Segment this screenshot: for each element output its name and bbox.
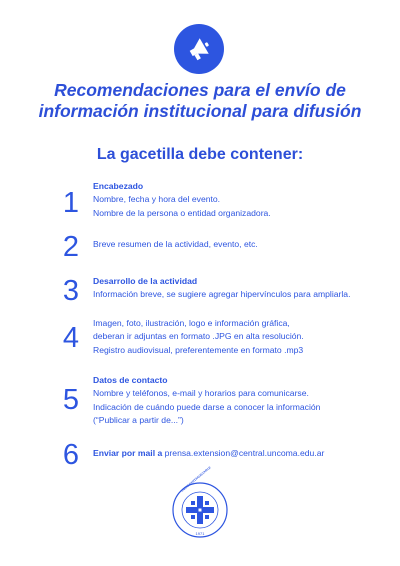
seal-year: 1971 bbox=[195, 531, 205, 536]
item-content bbox=[93, 447, 393, 460]
item-number: 5 bbox=[62, 384, 80, 416]
item-heading: Desarrollo de la actividad bbox=[93, 276, 198, 286]
item-number: 2 bbox=[62, 231, 80, 263]
seal-text: UNIVERSIDAD NACIONAL DEL COMAHUE bbox=[180, 465, 212, 493]
item-number: 1 bbox=[62, 187, 80, 219]
page-title bbox=[0, 80, 400, 122]
item-heading: Encabezado bbox=[93, 181, 144, 191]
item-heading: Datos de contacto bbox=[93, 375, 168, 385]
item-number: 3 bbox=[62, 275, 80, 307]
item-line: Breve resumen de la actividad, evento, etc. bbox=[93, 239, 258, 249]
item-line: Información breve, se sugiere agregar hipervínculos para ampliarla. bbox=[93, 289, 351, 300]
university-seal bbox=[172, 465, 228, 538]
item-line: Nombre, fecha y hora del evento. bbox=[93, 194, 221, 205]
page-subtitle: La gacetilla debe contener: bbox=[96, 146, 304, 163]
megaphone-icon bbox=[184, 34, 214, 64]
item-number: 6 bbox=[62, 439, 80, 471]
item-content bbox=[93, 275, 393, 302]
item-line: Nombre y teléfonos, e-mail y horarios para comunicarse. bbox=[93, 388, 309, 399]
item-content bbox=[93, 374, 393, 427]
title-line-1: Recomendaciones para el envío de bbox=[54, 80, 346, 100]
item-heading: Enviar por mail a bbox=[93, 448, 163, 458]
item-line: Nombre de la persona o entidad organizadora. bbox=[93, 207, 271, 218]
item-line: Imagen, foto, ilustración, logo e información gráfica, bbox=[93, 318, 290, 328]
item-line: (“Publicar a partir de...”) bbox=[93, 414, 184, 425]
item-number: 4 bbox=[62, 322, 80, 354]
megaphone-badge bbox=[174, 24, 224, 74]
item-content bbox=[93, 180, 393, 220]
item-line: Registro audiovisual, preferentemente en formato .mp3 bbox=[93, 344, 304, 355]
email-link[interactable]: prensa.extension@central.uncoma.edu.ar bbox=[164, 448, 325, 458]
title-line-2: información institucional para difusión bbox=[38, 101, 362, 121]
item-content bbox=[93, 238, 393, 251]
item-line: Indicación de cuándo puede darse a conocer la información bbox=[93, 401, 321, 412]
item-line: deberan ir adjuntas en formato .JPG en alta resolución. bbox=[93, 331, 304, 342]
item-content bbox=[93, 317, 393, 357]
